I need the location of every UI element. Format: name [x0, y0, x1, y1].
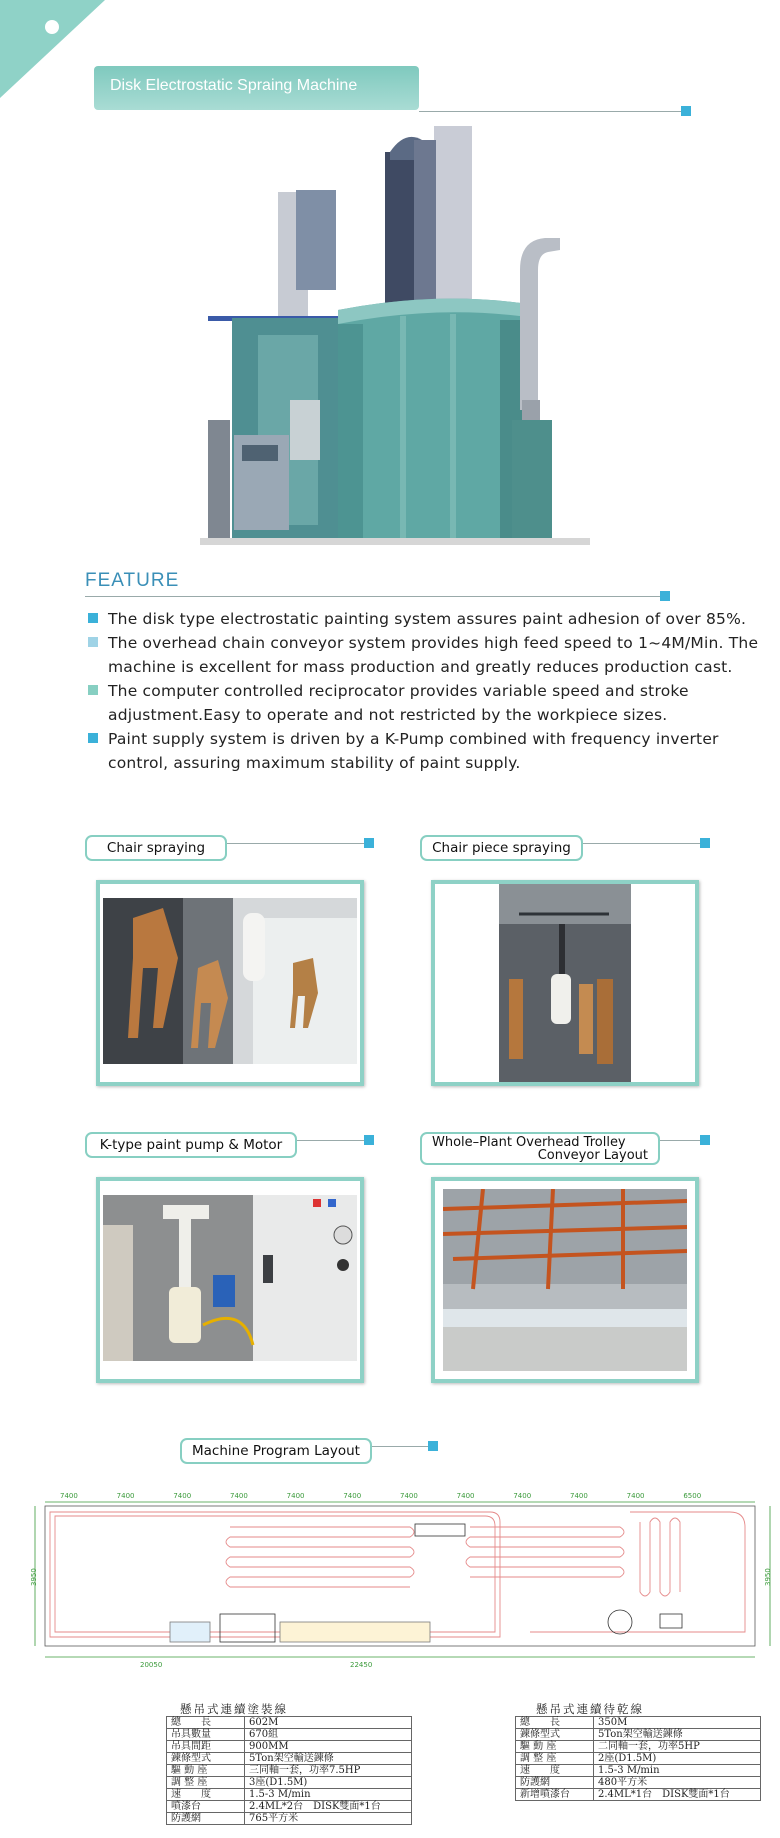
spec-value: 670組 — [245, 1729, 412, 1741]
dim-bottom-left: 20050 — [140, 1661, 163, 1669]
caption-marker-icon — [700, 838, 710, 848]
caption-marker-icon — [428, 1441, 438, 1451]
feature-list — [88, 607, 778, 775]
spec-value: 三同軸一套，功率7.5HP — [245, 1765, 412, 1777]
feature-item — [88, 631, 778, 679]
spec-label: 驅 動 座 — [167, 1765, 245, 1777]
table-row — [167, 1717, 412, 1729]
spec-label: 速 度 — [167, 1789, 245, 1801]
caption-text: Chair spraying — [106, 840, 206, 856]
bullet-icon — [88, 637, 98, 647]
spec-value: 2.4ML*1台 DISK雙面*1台 — [594, 1789, 761, 1801]
dim-side-right: 3950 — [764, 1568, 772, 1586]
spec-label: 防護網 — [167, 1813, 245, 1825]
k-pump-photo — [103, 1195, 357, 1361]
table-row — [167, 1741, 412, 1753]
dim-label: 7400 — [570, 1492, 588, 1500]
table-right-title: 懸吊式連續待乾線 — [536, 1702, 644, 1716]
spec-label: 噴漆台 — [167, 1801, 245, 1813]
caption-text: Machine Program Layout — [192, 1443, 360, 1459]
chair-spraying-photo — [103, 898, 357, 1064]
caption-k-pump — [85, 1132, 297, 1158]
spec-label: 防護網 — [516, 1777, 594, 1789]
spec-label: 總 長 — [167, 1717, 245, 1729]
feature-marker-icon — [660, 591, 670, 601]
table-row — [167, 1813, 412, 1825]
spec-table-left — [166, 1716, 412, 1825]
spec-value: 350M — [594, 1717, 761, 1729]
dim-label: 7400 — [230, 1492, 248, 1500]
table-row — [516, 1765, 761, 1777]
caption-divider — [660, 1140, 703, 1141]
page-title: Disk Electrostatic Spraing Machine — [110, 77, 358, 94]
caption-marker-icon — [700, 1135, 710, 1145]
feature-heading: FEATURE — [85, 570, 180, 591]
table-left-title: 懸吊式連續塗裝線 — [180, 1702, 288, 1716]
feature-text: The overhead chain conveyor system provides high feed speed to 1~4M/Min. The machine is excellent for mass production and greatly reduces production cast. — [108, 634, 759, 676]
table-row — [167, 1765, 412, 1777]
dim-label: 7400 — [626, 1492, 645, 1500]
page-title-bar — [94, 66, 419, 110]
spec-label: 鍊條型式 — [516, 1729, 594, 1741]
spec-value: 602M — [245, 1717, 412, 1729]
spec-value: 3座(D1.5M) — [245, 1777, 412, 1789]
dim-label: 6500 — [683, 1492, 702, 1500]
caption-chair-piece-spraying — [420, 835, 583, 861]
spec-table-right — [515, 1716, 761, 1801]
spec-value: 二同軸一套，功率5HP — [594, 1741, 761, 1753]
dim-bottom-mid: 22450 — [350, 1661, 373, 1669]
table-row — [516, 1729, 761, 1741]
spec-value: 5Ton架空輸送鍊條 — [594, 1729, 761, 1741]
spec-label: 速 度 — [516, 1765, 594, 1777]
feature-text: The disk type electrostatic painting system assures paint adhesion of over 85%. — [108, 610, 747, 628]
title-divider — [419, 111, 685, 112]
machine-photo — [200, 120, 590, 545]
dim-label: 7400 — [343, 1492, 362, 1500]
feature-item — [88, 607, 778, 631]
photo-frame — [431, 1177, 699, 1383]
caption-divider — [227, 843, 367, 844]
feature-item — [88, 727, 778, 775]
photo-frame — [431, 880, 699, 1086]
caption-divider — [372, 1446, 432, 1447]
photo-frame — [96, 880, 364, 1086]
spec-value: 1.5-3 M/min — [594, 1765, 761, 1777]
dim-label: 7400 — [173, 1492, 192, 1500]
spec-label: 吊具數量 — [167, 1729, 245, 1741]
feature-text: The computer controlled reciprocator provides variable speed and stroke adjustment.Easy to operate and not restricted by the workpiece sizes. — [108, 682, 689, 724]
caption-text: K-type paint pump & Motor — [99, 1137, 283, 1153]
spec-label: 驅 動 座 — [516, 1741, 594, 1753]
spec-label: 新增噴漆台 — [516, 1789, 594, 1801]
table-row — [516, 1789, 761, 1801]
table-row — [516, 1717, 761, 1729]
caption-marker-icon — [364, 838, 374, 848]
bullet-icon — [88, 613, 98, 623]
feature-text: Paint supply system is driven by a K-Pump combined with frequency inverter control, assuring maximum stability of paint supply. — [108, 730, 719, 772]
table-row — [516, 1777, 761, 1789]
caption-chair-spraying — [85, 835, 227, 861]
table-row — [167, 1777, 412, 1789]
caption-divider — [583, 843, 703, 844]
table-row — [516, 1753, 761, 1765]
spec-value: 765平方米 — [245, 1813, 412, 1825]
dim-label: 7400 — [513, 1492, 532, 1500]
spec-label: 鍊條型式 — [167, 1753, 245, 1765]
caption-text: Chair piece spraying — [432, 840, 571, 856]
photo-frame — [96, 1177, 364, 1383]
chair-piece-spraying-photo — [499, 884, 631, 1082]
table-row — [167, 1789, 412, 1801]
dim-label: 7400 — [456, 1492, 475, 1500]
caption-marker-icon — [364, 1135, 374, 1145]
trolley-conveyor-photo — [443, 1189, 687, 1371]
caption-text: Conveyor Layout — [537, 1148, 648, 1163]
dim-side-left: 3950 — [30, 1568, 38, 1586]
table-row — [167, 1729, 412, 1741]
title-marker-icon — [681, 106, 691, 116]
dim-label: 7400 — [400, 1492, 418, 1500]
feature-item — [88, 679, 778, 727]
spec-value: 5Ton架空輸送鍊條 — [245, 1753, 412, 1765]
dim-label: 7400 — [116, 1492, 135, 1500]
spec-value: 480平方米 — [594, 1777, 761, 1789]
bullet-icon — [88, 685, 98, 695]
table-row — [516, 1741, 761, 1753]
caption-divider — [297, 1140, 367, 1141]
caption-layout — [180, 1438, 372, 1464]
plant-layout-diagram — [30, 1482, 775, 1682]
spec-label: 總 長 — [516, 1717, 594, 1729]
spec-value: 2座(D1.5M) — [594, 1753, 761, 1765]
table-row — [167, 1801, 412, 1813]
dim-label: 7400 — [286, 1492, 305, 1500]
spec-label: 吊具間距 — [167, 1741, 245, 1753]
caption-text: Whole–Plant Overhead Trolley — [432, 1135, 626, 1150]
dim-label: 7400 — [60, 1492, 78, 1500]
caption-trolley-layout — [420, 1132, 660, 1165]
spec-value: 900MM — [245, 1741, 412, 1753]
spec-label: 調 整 座 — [167, 1777, 245, 1789]
spec-label: 調 整 座 — [516, 1753, 594, 1765]
table-row — [167, 1753, 412, 1765]
spec-value: 1.5-3 M/min — [245, 1789, 412, 1801]
bullet-icon — [88, 733, 98, 743]
spec-value: 2.4ML*2台 DISK雙面*1台 — [245, 1801, 412, 1813]
feature-divider — [85, 596, 665, 597]
